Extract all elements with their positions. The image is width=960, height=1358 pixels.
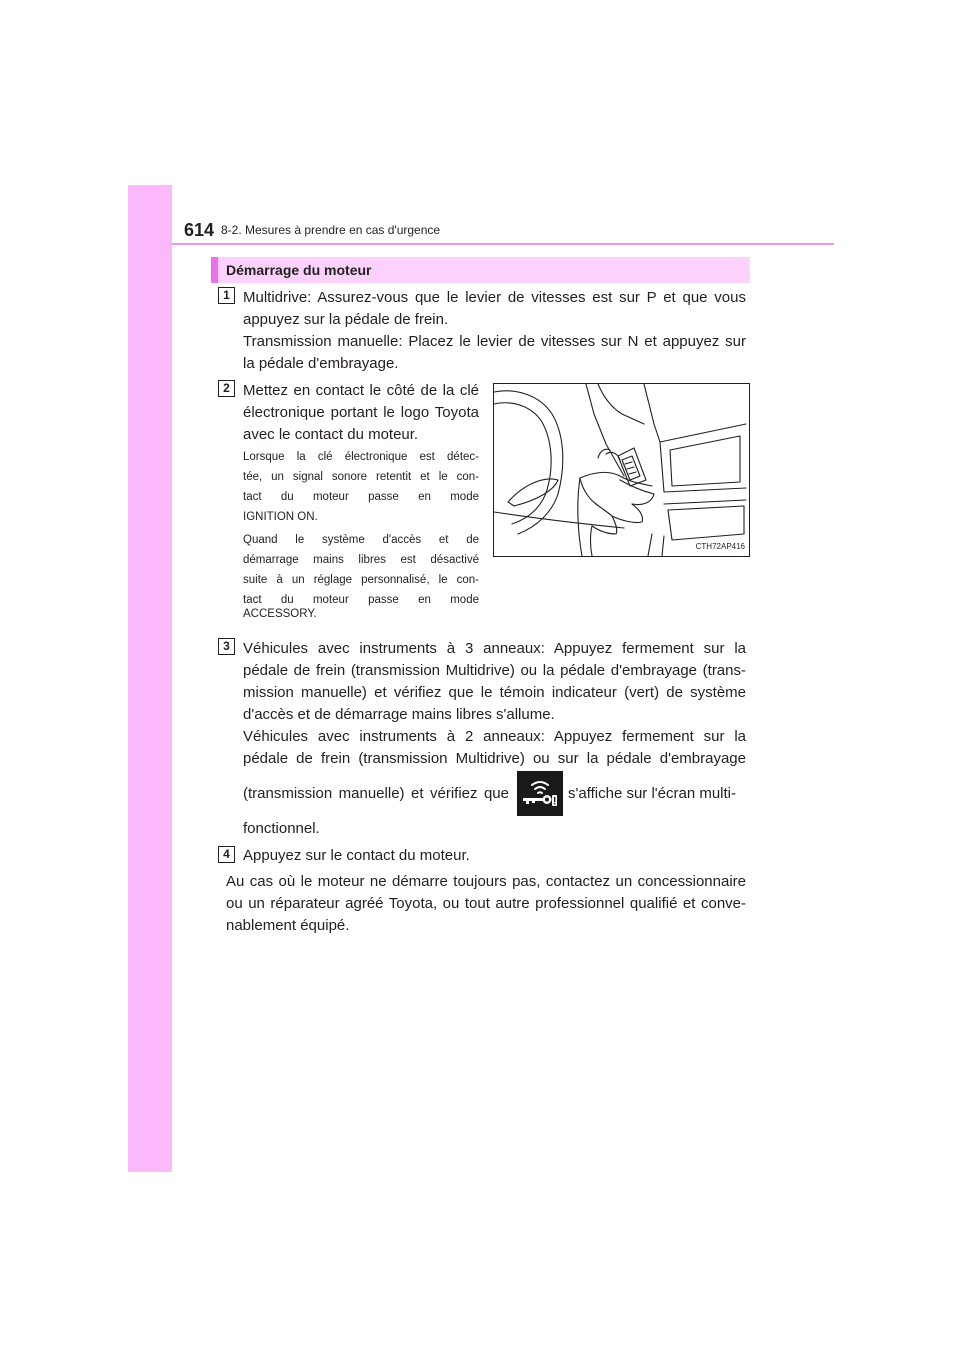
step-2-line: électronique portant le logo Toyota xyxy=(243,404,479,421)
step-1-line: appuyez sur la pédale de frein. xyxy=(243,311,449,328)
header-divider xyxy=(172,243,834,245)
smart-key-warning-icon xyxy=(517,771,563,816)
note-line: tact du moteur passe en mode xyxy=(243,594,479,606)
note-line: tée, un signal sonore retentit et le con- xyxy=(243,471,479,483)
section-heading-accent xyxy=(211,257,218,283)
step-3-line: d'accès et de démarrage mains libres s'allume. xyxy=(243,706,555,723)
step-number-4: 4 xyxy=(218,846,235,863)
note-line: ACCESSORY. xyxy=(243,608,317,620)
smart-key-warning-icon-graphic xyxy=(517,771,563,816)
step-2-line: Mettez en contact le côté de la clé xyxy=(243,382,479,399)
figure-code: CTH72AP416 xyxy=(695,542,745,551)
step-2-line: avec le contact du moteur. xyxy=(243,426,419,443)
side-tab-band xyxy=(128,185,172,1172)
section-heading: Démarrage du moteur xyxy=(226,262,372,278)
step-1-line: Transmission manuelle: Placez le levier de vitesses sur N et appuyez sur xyxy=(243,333,746,350)
step-3-line: s'affiche sur l'écran multi- xyxy=(568,785,737,802)
step-1-line: la pédale d'embrayage. xyxy=(243,355,399,372)
step-3-line: pédale de frein (transmission Multidrive) ou sur la pédale d'embrayage xyxy=(243,750,746,767)
note-line: suite à un réglage personnalisé, le con- xyxy=(243,574,479,586)
step-number-1: 1 xyxy=(218,287,235,304)
hand-key-illustration xyxy=(494,384,749,556)
step-3-line: (transmission manuelle) et vérifiez que xyxy=(243,785,509,802)
note-line: Quand le système d'accès et de xyxy=(243,534,479,546)
page-number: 614 xyxy=(184,220,215,240)
note-line: démarrage mains libres est désactivé xyxy=(243,554,479,566)
note-line: IGNITION ON. xyxy=(243,511,318,523)
step-3-line: pédale de frein (transmission Multidrive) ou la pédale d'embrayage (trans- xyxy=(243,662,746,679)
closing-line: Au cas où le moteur ne démarre toujours pas, contactez un concessionnaire xyxy=(226,873,746,890)
step-1-line: Multidrive: Assurez-vous que le levier de vitesses est sur P et que vous xyxy=(243,289,746,306)
step-4-line: Appuyez sur le contact du moteur. xyxy=(243,847,470,864)
step-3-line: mission manuelle) et vérifiez que le témoin indicateur (vert) de système xyxy=(243,684,746,701)
step-number-2: 2 xyxy=(218,380,235,397)
section-title: 8-2. Mesures à prendre en cas d'urgence xyxy=(221,223,441,237)
step-3-line: Véhicules avec instruments à 2 anneaux: Appuyez fermement sur la xyxy=(243,728,746,745)
note-line: Lorsque la clé électronique est détec- xyxy=(243,451,479,463)
note-line: tact du moteur passe en mode xyxy=(243,491,479,503)
step-3-line: Véhicules avec instruments à 3 anneaux: Appuyez fermement sur la xyxy=(243,640,746,657)
step-3-line: fonctionnel. xyxy=(243,820,320,837)
closing-line: ou un réparateur agréé Toyota, ou tout autre professionnel qualifié et conve- xyxy=(226,895,746,912)
dashboard-illustration xyxy=(493,383,750,557)
closing-line: nablement équipé. xyxy=(226,917,350,934)
step-number-3: 3 xyxy=(218,638,235,655)
